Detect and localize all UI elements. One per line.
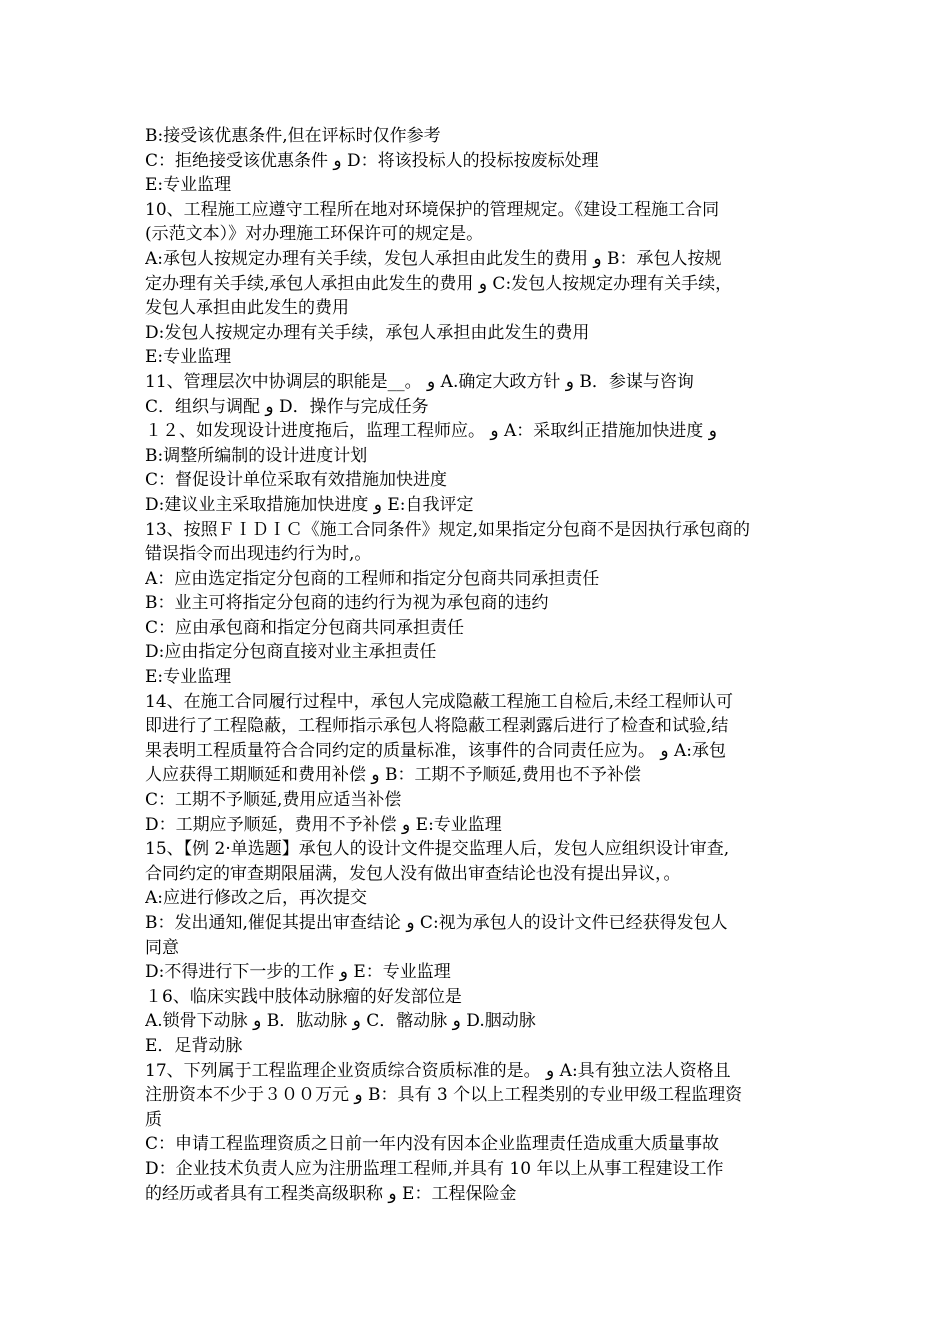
text-line: E:专业监理 [145,347,232,368]
text-line: D：工期应予顺延，费用不予补偿 و E:专业监理 [145,814,502,835]
text-line: １6、临床实践中肢体动脉瘤的好发部位是 [145,986,462,1007]
text-line: (示范文本）》对办理施工环保许可的规定是。 [145,224,484,245]
text-line: C：督促设计单位采取有效措施加快进度 [145,470,448,491]
text-line: 17、下列属于工程监理企业资质综合资质标准的是。 و A:具有独立法人资格且 [145,1060,731,1081]
text-line: 合同约定的审查期限届满，发包人没有做出审查结论也没有提出异议，。 [145,863,681,884]
text-line: 13、按照ＦＩＤＩＣ《施工合同条件》规定,如果指定分包商不是因执行承包商的 [145,519,751,540]
text-line: C：申请工程监理资质之日前一年内没有因本企业监理责任造成重大质量事故 [145,1134,720,1155]
text-line: B：业主可将指定分包商的违约行为视为承包商的违约 [145,593,549,614]
text-line: 10、工程施工应遵守工程所在地对环境保护的管理规定。《建设工程施工合同 [145,199,720,220]
text-line: 错误指令而出现违约行为时,。 [145,544,372,565]
text-line: 注册资本不少于３００万元 و B：具有 3 个以上工程类别的专业甲级工程监理资 [145,1085,743,1106]
text-line: 11、管理层次中协调层的职能是__。 و A.确定大政方针 و B．参谋与咨询 [145,371,694,392]
text-line: 的经历或者具有工程类高级职称 و E：工程保险金 [145,1183,517,1204]
text-line: D:不得进行下一步的工作 و E：专业监理 [145,962,451,983]
text-line: 同意 [145,937,179,958]
text-line: E:专业监理 [145,667,232,688]
text-line: D:建议业主采取措施加快进度 و E:自我评定 [145,494,474,515]
text-line: B:调整所编制的设计进度计划 [145,445,368,466]
text-line: 质 [145,1109,162,1130]
text-line: C：工期不予顺延,费用应适当补偿 [145,790,402,811]
text-line: A：应由选定指定分包商的工程师和指定分包商共同承担责任 [145,568,600,589]
text-line: A:承包人按规定办理有关手续，发包人承担由此发生的费用 و B：承包人按规 [145,248,722,269]
text-line: 发包人承担由此发生的费用 [145,298,349,319]
text-line: 果表明工程质量符合合同约定的质量标准，该事件的合同责任应为。 و A:承包 [145,740,727,761]
text-line: 人应获得工期顺延和费用补偿 و B：工期不予顺延,费用也不予补偿 [145,765,641,786]
text-line: A:应进行修改之后，再次提交 [145,888,368,909]
text-line: 即进行了工程隐蔽，工程师指示承包人将隐蔽工程剥露后进行了检查和试验,结 [145,716,729,737]
text-line: 14、在施工合同履行过程中，承包人完成隐蔽工程施工自检后,未经工程师认可 [145,691,734,712]
text-line: １２、如发现设计进度拖后，监理工程师应。 و A：采取纠正措施加快进度 و [145,421,717,442]
text-line: D:应由指定分包商直接对业主承担责任 [145,642,437,663]
text-line: D：企业技术负责人应为注册监理工程师,并具有 10 年以上从事工程建设工作 [145,1158,724,1179]
text-line: E．足背动脉 [145,1035,243,1056]
text-line: C．组织与调配 و D．操作与完成任务 [145,396,429,417]
text-line: 定办理有关手续,承包人承担由此发生的费用 و C:发包人按规定办理有关手续， [145,273,733,294]
text-line: 15、【例 2·单选题】承包人的设计文件提交监理人后，发包人应组织设计审查, [145,839,730,860]
text-line: B:接受该优惠条件,但在评标时仅作参考 [145,126,441,146]
text-line: B：发出通知,催促其提出审查结论 و C:视为承包人的设计文件已经获得发包人 [145,913,728,933]
text-line: E:专业监理 [145,175,232,196]
text-line: A.锁骨下动脉 و B．肱动脉 و C．髂动脉 و D.胭动脉 [145,1011,536,1032]
text-line: D:发包人按规定办理有关手续，承包人承担由此发生的费用 [145,322,590,343]
text-line: C：拒绝接受该优惠条件 و D：将该投标人的投标按废标处理 [145,150,599,171]
text-line: C：应由承包商和指定分包商共同承担责任 [145,617,465,638]
